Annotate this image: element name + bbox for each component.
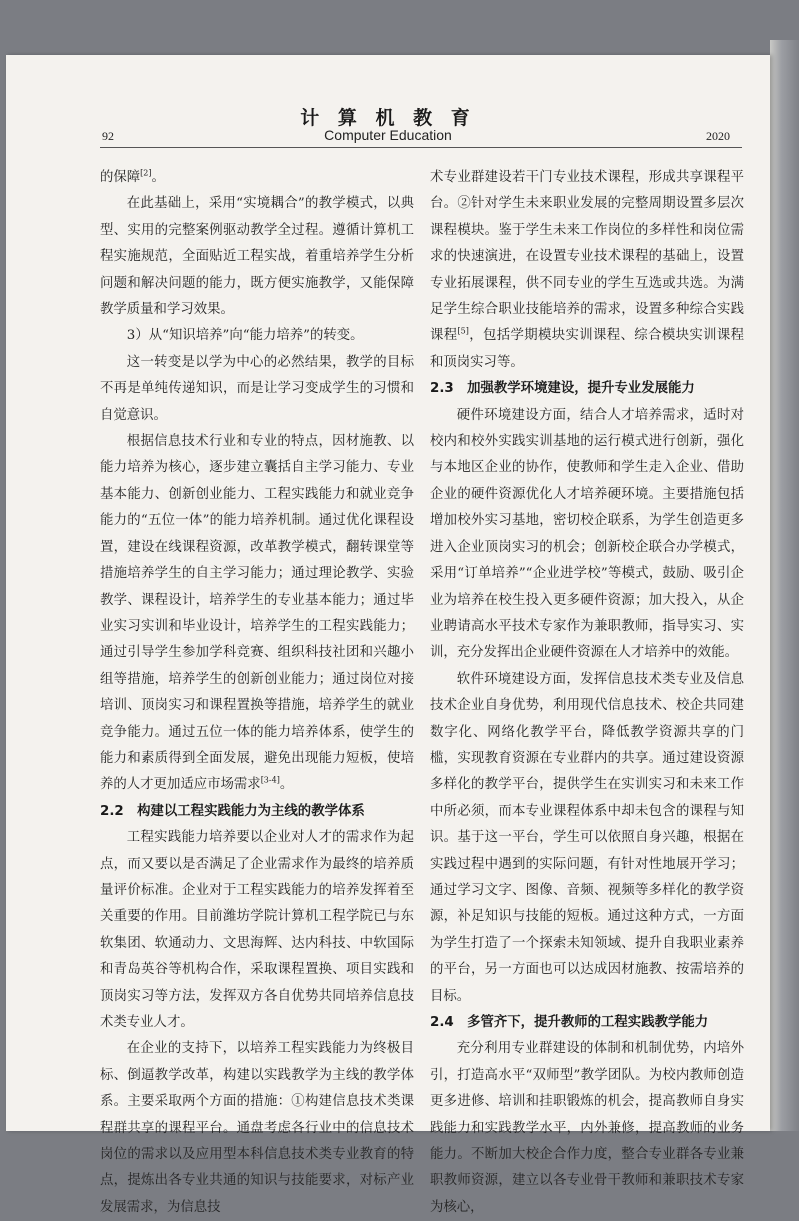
paragraph-text-tail: 。 <box>151 170 165 185</box>
citation-reference: [2] <box>140 168 152 178</box>
paragraph-text: 充分利用专业群建设的体制和机制优势，内培外引，打造高水平“双师型”教学团队。为校内教师创造更多进修、培训和挂职锻炼的机会，提高教师自身实践能力和实践教学水平，内外兼修，提高教师的业务能力。不断加大校企合作力度，整合专业群各专业兼职教师资源，建立以各专业骨干教师和兼职技术专家为核心， <box>430 1041 744 1215</box>
section-heading <box>100 799 414 825</box>
paragraph <box>430 1036 744 1221</box>
journal-title-english: Computer Education <box>324 127 452 143</box>
section-heading-text: 2.2 构建以工程实践能力为主线的教学体系 <box>100 803 365 819</box>
journal-page <box>6 55 770 1215</box>
paragraph-text: 硬件环境建设方面，结合人才培养需求，适时对校内和校外实践实训基地的运行模式进行创新，强化与本地区企业的协作，使教师和学生走入企业、借助企业的硬件资源优化人才培养硬环境。主要措施包括增加校外实习基地，密切校企联系，为学生创造更多进入企业顶岗实习的机会；创新校企联合办学模式，采用“订单培养”“企业进学校”等模式，鼓励、吸引企业为培养在校生投入更多硬件资源；加大投入，从企业聘请高水平技术专家作为兼职教师，指导实习、实训，充分发挥出企业硬件资源在人才培养中的效能。 <box>430 407 744 661</box>
book-spine <box>770 40 799 1131</box>
paragraph-text: 工程实践能力培养要以企业对人才的需求作为起点，而又要以是否满足了企业需求作为最终的培养质量评价标准。企业对于工程实践能力的培养发挥着至关重要的作用。目前潍坊学院计算机工程学院已与东软集团、软通动力、文思海辉、达内科技、中软国际和青岛英谷等机构合作，采取课程置换、项目实践和顶岗实习等方法，发挥双方各自优势共同培养信息技术类专业人才。 <box>100 830 414 1030</box>
left-text-column <box>100 165 414 1221</box>
journal-title-chinese: 计 算 机 教 育 <box>300 107 476 129</box>
header-rule <box>100 147 742 148</box>
paragraph-text-tail: ，包括学期模块实训课程、综合模块实训课程和顶岗实习等。 <box>430 328 744 370</box>
page-number: 92 <box>102 129 114 143</box>
paragraph <box>430 165 744 376</box>
paragraph <box>100 323 414 349</box>
paragraph <box>430 667 744 1010</box>
section-heading-text: 2.4 多管齐下，提升教师的工程实践教学能力 <box>430 1015 709 1030</box>
paragraph-text: 的保障 <box>100 170 141 185</box>
paragraph-text-tail: 。 <box>279 777 294 793</box>
citation-reference: [3-4] <box>260 775 280 785</box>
paragraph <box>100 350 414 429</box>
paragraph-text: 这一转变是以学为中心的必然结果，教学的目标不再是单纯传递知识，而是让学习变成学生的习惯和自觉意识。 <box>100 354 414 423</box>
paragraph-text: 术专业群建设若干门专业技术课程，形成共享课程平台。②针对学生未来职业发展的完整周期设置多层次课程模块。鉴于学生未来工作岗位的多样性和岗位需求的快速演进，在设置专业技术课程的基础上，设置专业拓展课程，供不同专业的学生互选或共选。为满足学生综合职业技能培养的需求，设置多种综合实践课程 <box>430 170 744 344</box>
paragraph-text: 根据信息技术行业和专业的特点，因材施教、以能力培养为核心，逐步建立囊括自主学习能力、专业基本能力、创新创业能力、工程实践能力和就业竞争能力的“五位一体”的能力培养机制。通过优化课程设置，建设在线课程资源，改革教学模式，翻转课堂等措施培养学生的自主学习能力；通过理论教学、实验教学、课程设计，培养学生的专业基本能力；通过毕业实习实训和毕业设计，培养学生的工程实践能力；通过引导学生参加学科竞赛、组织科技社团和兴趣小组等措施，培养学生的创新创业能力；通过岗位对接培训、顶岗实习和课程置换等措施，培养学生的就业竞争能力。通过五位一体的能力培养体系，使学生的能力和素质得到全面发展，避免出现能力短板，使培养的人才更加适应市场需求 <box>100 434 414 793</box>
paragraph-text: 在此基础上，采用“实境耦合”的教学模式，以典型、实用的完整案例驱动教学全过程。遵循计算机工程实施规范，全面贴近工程实战，着重培养学生分析问题和解决问题的能力，既方便实施教学，又能保障教学质量和学习效果。 <box>100 196 414 318</box>
section-heading <box>430 376 744 402</box>
section-heading <box>430 1010 744 1036</box>
paragraph <box>100 1036 414 1221</box>
paragraph <box>100 429 414 799</box>
citation-reference: [5] <box>457 326 469 336</box>
paragraph-text: 软件环境建设方面，发挥信息技术类专业及信息技术企业自身优势，利用现代信息技术、校企共同建数字化、网络化教学平台，降低教学资源共享的门槛，实现教育资源在专业群内的共享。通过建设资源多样化的教学平台，提供学生在实训实习和未来工作中所必须，而本专业课程体系中却未包含的课程与知识。基于这一平台，学生可以依照自身兴趣，根据在实践过程中遇到的实际问题，有针对性地展开学习；通过学习文字、图像、音频、视频等多样化的教学资源，补足知识与技能的短板。通过这种方式，一方面为学生打造了一个探索未知领域、提升自我职业素养的平台，另一方面也可以达成因材施教、按需培养的目标。 <box>430 671 744 1004</box>
section-heading-text: 2.3 加强教学环境建设，提升专业发展能力 <box>430 381 695 397</box>
publication-year: 2020 <box>706 129 730 143</box>
paragraph <box>430 403 744 667</box>
paragraph-text: 在企业的支持下，以培养工程实践能力为终极目标、倒逼教学改革，构建以实践教学为主线的教学体系。主要采取两个方面的措施：①构建信息技术类课程群共享的课程平台。通盘考虑各行业中的信息技术岗位的需求以及应用型本科信息技术类专业教育的特点，提炼出各专业共通的知识与技能要求，对标产业发展需求，为信息技 <box>100 1041 414 1215</box>
paragraph-text: 3）从“知识培养”向“能力培养”的转变。 <box>126 328 364 344</box>
right-text-column <box>430 165 744 1221</box>
paragraph <box>100 825 414 1036</box>
paragraph <box>100 165 414 191</box>
paragraph <box>100 191 414 323</box>
